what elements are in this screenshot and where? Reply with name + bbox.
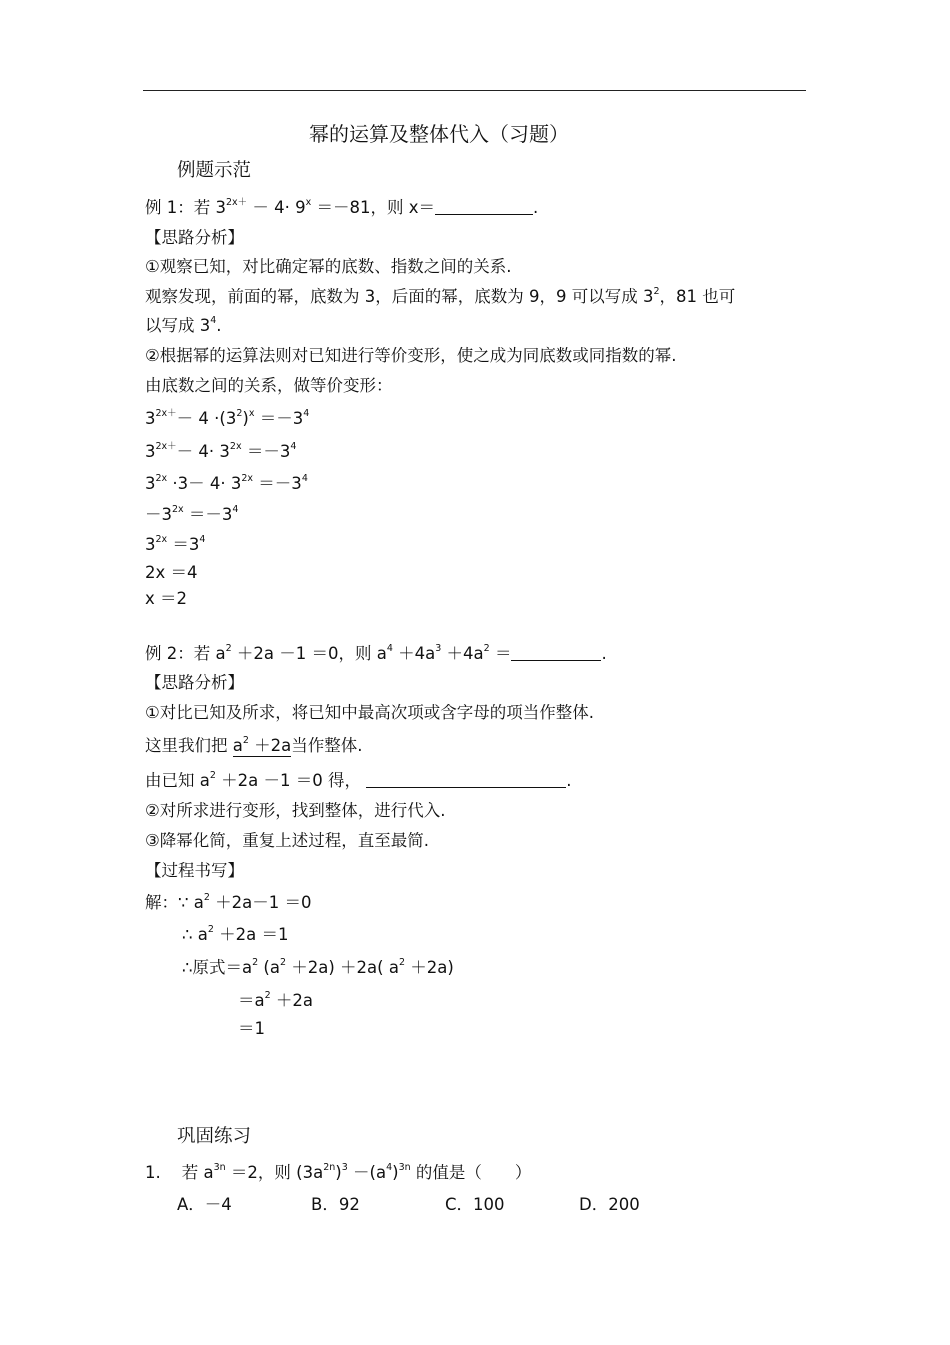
math-step: $3^{2x+}- 4\cdot 3^{2x} =-3^4$ (145, 441, 297, 461)
math-step: x ＝2 (145, 589, 188, 608)
page-title: 幂的运算及整体代入（习题） (309, 122, 569, 146)
math-step: 2x ＝4 (145, 563, 198, 582)
analysis-label: 【思路分析】 (145, 228, 244, 247)
practice-question-1: 1. 若 $a^{3n} =2$，则 $(3a^{2n})^3 -(a^4)^{3n}$ 的值是（ ） (145, 1162, 532, 1182)
analysis-text: 由已知 $a^2 +2a -1 =0$ 得， . (145, 770, 572, 790)
math-step: $3^{2x} \cdot 3- 4\cdot 3^{2x} =-3^4$ (145, 473, 308, 493)
solution-line: $=a^2 +2a$ (238, 990, 314, 1010)
process-label: 【过程书写】 (145, 861, 244, 880)
answer-blank[interactable] (511, 646, 601, 661)
analysis-text: ①观察已知，对比确定幂的底数、指数之间的关系. (145, 257, 512, 276)
analysis-text: 由底数之间的关系，做等价变形： (145, 376, 393, 395)
option-d[interactable]: D．200 (579, 1195, 640, 1214)
math-step: $3^{2x} =3^4$ (145, 534, 206, 554)
underlined-expression: $a^2 +2a$ (232, 735, 292, 755)
answer-blank[interactable] (435, 200, 533, 215)
analysis-text: 这里我们把 $a^2 +2a$当作整体. (145, 735, 363, 755)
example-2-question: 例 2：若 $a^2 +2a -1 =0$，则 $a^4 +4a^3 +4a^2$ ＝ . (145, 643, 607, 663)
solution-line: ∴ $a^2 +2a =1$ (182, 924, 289, 944)
solution-line: ＝1 (238, 1019, 265, 1038)
solution-line: ∴原式$=a^2$ $(a^2 +2a) +2a$( $a^2 +2a$) (182, 957, 454, 977)
option-a[interactable]: A．－4 (177, 1195, 232, 1214)
analysis-text: ②根据幂的运算法则对已知进行等价变形，使之成为同底数或同指数的幂. (145, 346, 677, 365)
section-heading-examples: 例题示范 (177, 160, 252, 181)
math-step: $-3^{2x} =-3^4$ (145, 504, 239, 524)
header-rule (143, 90, 806, 91)
analysis-text: ③降幂化简，重复上述过程，直至最简. (145, 831, 430, 850)
math-step: $3^{2x+}- 4 \cdot(3^2)^x =-3^4$ (145, 408, 310, 428)
example-1-question: 例 1：若 $3^{2x+} - 4\cdot 9^x =-81$，则 x＝ . (145, 197, 539, 217)
answer-blank[interactable] (366, 773, 566, 788)
solution-line: 解：∵ $a^2 +2a-1 =0$ (145, 892, 312, 912)
analysis-text: 以写成 $3^4$. (145, 315, 222, 335)
analysis-text: 观察发现，前面的幂，底数为 3，后面的幂，底数为 9，9 可以写成 $3^2$，81 也可 (145, 286, 736, 306)
analysis-text: ①对比已知及所求，将已知中最高次项或含字母的项当作整体. (145, 703, 595, 722)
option-c[interactable]: C．100 (445, 1195, 505, 1214)
option-b[interactable]: B．92 (311, 1195, 360, 1214)
analysis-text: ②对所求进行变形，找到整体，进行代入. (145, 801, 446, 820)
analysis-label: 【思路分析】 (145, 673, 244, 692)
section-heading-practice: 巩固练习 (177, 1126, 252, 1147)
